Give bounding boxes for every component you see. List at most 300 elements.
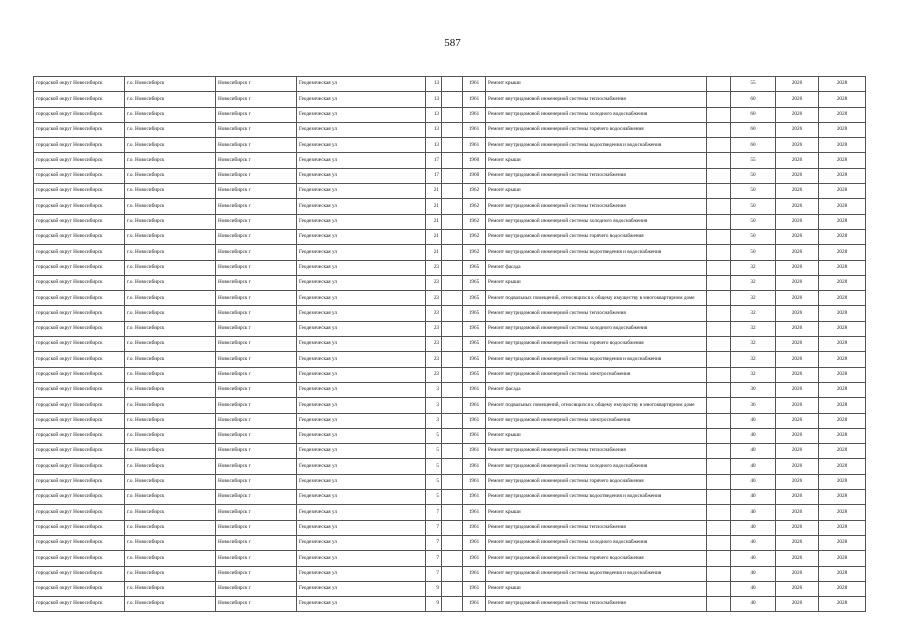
year-to-cell: 2028	[819, 92, 866, 107]
city-cell: Новосибирск г	[216, 107, 297, 122]
street-cell: Геодезическая ул	[297, 566, 426, 581]
year-cell: 1961	[463, 92, 486, 107]
house-cell: 5	[426, 428, 442, 443]
table-row	[34, 352, 866, 367]
municipality-cell: городской округ Новосибирск	[34, 321, 125, 336]
year-from-cell: 2026	[776, 382, 819, 397]
street-cell: Геодезическая ул	[297, 398, 426, 413]
municipality-cell: городской округ Новосибирск	[34, 337, 125, 352]
street-cell: Геодезическая ул	[297, 77, 426, 92]
wear-cell: 55	[731, 153, 776, 168]
work-type-cell: Ремонт подвальных помещений, относящихся к общему имуществу в многоквартирном доме	[486, 291, 707, 306]
house-cell: 13	[426, 92, 442, 107]
building-cell	[442, 490, 463, 505]
street-cell: Геодезическая ул	[297, 245, 426, 260]
building-cell	[442, 153, 463, 168]
building-cell	[442, 535, 463, 550]
house-cell: 21	[426, 214, 442, 229]
wear-cell: 40	[731, 581, 776, 596]
district-cell: г.о. Новосибирск	[125, 229, 216, 244]
street-cell: Геодезическая ул	[297, 337, 426, 352]
municipality-cell: городской округ Новосибирск	[34, 199, 125, 214]
work-type-cell: Ремонт крыши	[486, 581, 707, 596]
wear-cell: 60	[731, 122, 776, 137]
table-row	[34, 551, 866, 566]
year-from-cell: 2026	[776, 444, 819, 459]
year-to-cell: 2028	[819, 306, 866, 321]
house-cell: 21	[426, 229, 442, 244]
year-to-cell: 2028	[819, 413, 866, 428]
blank-cell	[707, 352, 731, 367]
municipality-cell: городской округ Новосибирск	[34, 520, 125, 535]
city-cell: Новосибирск г	[216, 398, 297, 413]
blank-cell	[707, 260, 731, 275]
year-from-cell: 2026	[776, 337, 819, 352]
street-cell: Геодезическая ул	[297, 306, 426, 321]
table-row	[34, 474, 866, 489]
district-cell: г.о. Новосибирск	[125, 352, 216, 367]
work-type-cell: Ремонт внутридомовой инженерной системы теплоснабжения	[486, 92, 707, 107]
year-to-cell: 2028	[819, 321, 866, 336]
year-cell: 1961	[463, 77, 486, 92]
district-cell: г.о. Новосибирск	[125, 459, 216, 474]
city-cell: Новосибирск г	[216, 490, 297, 505]
city-cell: Новосибирск г	[216, 245, 297, 260]
year-from-cell: 2026	[776, 581, 819, 596]
year-from-cell: 2026	[776, 184, 819, 199]
street-cell: Геодезическая ул	[297, 581, 426, 596]
wear-cell: 32	[731, 275, 776, 290]
district-cell: г.о. Новосибирск	[125, 337, 216, 352]
district-cell: г.о. Новосибирск	[125, 398, 216, 413]
blank-cell	[707, 566, 731, 581]
work-type-cell: Ремонт крыши	[486, 275, 707, 290]
house-cell: 17	[426, 168, 442, 183]
street-cell: Геодезическая ул	[297, 138, 426, 153]
blank-cell	[707, 321, 731, 336]
blank-cell	[707, 413, 731, 428]
city-cell: Новосибирск г	[216, 551, 297, 566]
blank-cell	[707, 459, 731, 474]
building-cell	[442, 321, 463, 336]
house-cell: 21	[426, 184, 442, 199]
building-cell	[442, 398, 463, 413]
municipality-cell: городской округ Новосибирск	[34, 566, 125, 581]
municipality-cell: городской округ Новосибирск	[34, 291, 125, 306]
year-cell: 1962	[463, 245, 486, 260]
house-cell: 7	[426, 535, 442, 550]
year-to-cell: 2028	[819, 382, 866, 397]
blank-cell	[707, 275, 731, 290]
wear-cell: 40	[731, 444, 776, 459]
building-cell	[442, 260, 463, 275]
table-row	[34, 505, 866, 520]
house-cell: 23	[426, 352, 442, 367]
district-cell: г.о. Новосибирск	[125, 214, 216, 229]
municipality-cell: городской округ Новосибирск	[34, 275, 125, 290]
year-from-cell: 2026	[776, 535, 819, 550]
wear-cell: 50	[731, 245, 776, 260]
street-cell: Геодезическая ул	[297, 229, 426, 244]
building-cell	[442, 520, 463, 535]
year-cell: 1962	[463, 199, 486, 214]
table-row	[34, 92, 866, 107]
municipality-cell: городской округ Новосибирск	[34, 306, 125, 321]
blank-cell	[707, 92, 731, 107]
table-row	[34, 520, 866, 535]
building-cell	[442, 184, 463, 199]
register-table	[33, 76, 866, 612]
blank-cell	[707, 107, 731, 122]
municipality-cell: городской округ Новосибирск	[34, 474, 125, 489]
year-from-cell: 2026	[776, 352, 819, 367]
blank-cell	[707, 581, 731, 596]
house-cell: 23	[426, 306, 442, 321]
city-cell: Новосибирск г	[216, 535, 297, 550]
city-cell: Новосибирск г	[216, 413, 297, 428]
table-row	[34, 245, 866, 260]
city-cell: Новосибирск г	[216, 367, 297, 382]
building-cell	[442, 214, 463, 229]
district-cell: г.о. Новосибирск	[125, 122, 216, 137]
street-cell: Геодезическая ул	[297, 260, 426, 275]
house-cell: 7	[426, 520, 442, 535]
year-to-cell: 2028	[819, 474, 866, 489]
building-cell	[442, 168, 463, 183]
municipality-cell: городской округ Новосибирск	[34, 153, 125, 168]
building-cell	[442, 199, 463, 214]
district-cell: г.о. Новосибирск	[125, 184, 216, 199]
year-to-cell: 2028	[819, 428, 866, 443]
year-to-cell: 2028	[819, 260, 866, 275]
year-from-cell: 2026	[776, 551, 819, 566]
year-from-cell: 2026	[776, 229, 819, 244]
blank-cell	[707, 138, 731, 153]
blank-cell	[707, 77, 731, 92]
work-type-cell: Ремонт внутридомовой инженерной системы горячего водоснабжения	[486, 229, 707, 244]
blank-cell	[707, 490, 731, 505]
blank-cell	[707, 520, 731, 535]
year-from-cell: 2026	[776, 275, 819, 290]
year-to-cell: 2028	[819, 459, 866, 474]
year-from-cell: 2026	[776, 199, 819, 214]
year-from-cell: 2026	[776, 398, 819, 413]
year-cell: 1965	[463, 367, 486, 382]
house-cell: 13	[426, 122, 442, 137]
work-type-cell: Ремонт крыши	[486, 505, 707, 520]
table-row	[34, 153, 866, 168]
district-cell: г.о. Новосибирск	[125, 597, 216, 612]
house-cell: 17	[426, 153, 442, 168]
building-cell	[442, 107, 463, 122]
work-type-cell: Ремонт крыши	[486, 77, 707, 92]
wear-cell: 40	[731, 566, 776, 581]
year-to-cell: 2028	[819, 367, 866, 382]
house-cell: 9	[426, 597, 442, 612]
street-cell: Геодезическая ул	[297, 214, 426, 229]
year-from-cell: 2026	[776, 505, 819, 520]
year-to-cell: 2028	[819, 199, 866, 214]
building-cell	[442, 352, 463, 367]
wear-cell: 50	[731, 229, 776, 244]
table-row	[34, 275, 866, 290]
work-type-cell: Ремонт внутридомовой инженерной системы теплоснабжения	[486, 520, 707, 535]
district-cell: г.о. Новосибирск	[125, 291, 216, 306]
district-cell: г.о. Новосибирск	[125, 92, 216, 107]
house-cell: 3	[426, 382, 442, 397]
district-cell: г.о. Новосибирск	[125, 321, 216, 336]
work-type-cell: Ремонт внутридомовой инженерной системы холодного водоснабжения	[486, 459, 707, 474]
street-cell: Геодезическая ул	[297, 505, 426, 520]
street-cell: Геодезическая ул	[297, 92, 426, 107]
year-cell: 1961	[463, 581, 486, 596]
district-cell: г.о. Новосибирск	[125, 566, 216, 581]
house-cell: 5	[426, 490, 442, 505]
year-from-cell: 2026	[776, 520, 819, 535]
house-cell: 23	[426, 260, 442, 275]
year-cell: 1961	[463, 551, 486, 566]
street-cell: Геодезическая ул	[297, 490, 426, 505]
year-to-cell: 2028	[819, 566, 866, 581]
work-type-cell: Ремонт внутридомовой инженерной системы водоотведения и водоснабжения	[486, 138, 707, 153]
year-from-cell: 2026	[776, 153, 819, 168]
table-row	[34, 337, 866, 352]
wear-cell: 50	[731, 199, 776, 214]
wear-cell: 32	[731, 367, 776, 382]
street-cell: Геодезическая ул	[297, 122, 426, 137]
year-to-cell: 2028	[819, 581, 866, 596]
wear-cell: 32	[731, 291, 776, 306]
work-type-cell: Ремонт крыши	[486, 428, 707, 443]
year-cell: 1965	[463, 306, 486, 321]
municipality-cell: городской округ Новосибирск	[34, 382, 125, 397]
blank-cell	[707, 184, 731, 199]
wear-cell: 36	[731, 398, 776, 413]
blank-cell	[707, 214, 731, 229]
year-cell: 1961	[463, 474, 486, 489]
wear-cell: 32	[731, 260, 776, 275]
building-cell	[442, 291, 463, 306]
year-to-cell: 2028	[819, 138, 866, 153]
work-type-cell: Ремонт внутридомовой инженерной системы холодного водоснабжения	[486, 107, 707, 122]
wear-cell: 32	[731, 306, 776, 321]
district-cell: г.о. Новосибирск	[125, 275, 216, 290]
year-cell: 1961	[463, 107, 486, 122]
year-to-cell: 2028	[819, 444, 866, 459]
street-cell: Геодезическая ул	[297, 291, 426, 306]
year-cell: 1961	[463, 505, 486, 520]
district-cell: г.о. Новосибирск	[125, 382, 216, 397]
year-cell: 1965	[463, 291, 486, 306]
municipality-cell: городской округ Новосибирск	[34, 122, 125, 137]
building-cell	[442, 367, 463, 382]
work-type-cell: Ремонт крыши	[486, 153, 707, 168]
city-cell: Новосибирск г	[216, 597, 297, 612]
district-cell: г.о. Новосибирск	[125, 153, 216, 168]
street-cell: Геодезическая ул	[297, 184, 426, 199]
building-cell	[442, 597, 463, 612]
year-cell: 1961	[463, 398, 486, 413]
year-to-cell: 2028	[819, 184, 866, 199]
year-cell: 1961	[463, 597, 486, 612]
year-to-cell: 2028	[819, 245, 866, 260]
city-cell: Новосибирск г	[216, 122, 297, 137]
city-cell: Новосибирск г	[216, 138, 297, 153]
city-cell: Новосибирск г	[216, 352, 297, 367]
work-type-cell: Ремонт внутридомовой инженерной системы водоотведения и водоснабжения	[486, 566, 707, 581]
municipality-cell: городской округ Новосибирск	[34, 444, 125, 459]
blank-cell	[707, 382, 731, 397]
street-cell: Геодезическая ул	[297, 153, 426, 168]
year-from-cell: 2026	[776, 138, 819, 153]
blank-cell	[707, 291, 731, 306]
wear-cell: 40	[731, 474, 776, 489]
blank-cell	[707, 153, 731, 168]
district-cell: г.о. Новосибирск	[125, 413, 216, 428]
year-from-cell: 2026	[776, 92, 819, 107]
work-type-cell: Ремонт внутридомовой инженерной системы электроснабжения	[486, 367, 707, 382]
table-row	[34, 214, 866, 229]
city-cell: Новосибирск г	[216, 77, 297, 92]
wear-cell: 50	[731, 168, 776, 183]
municipality-cell: городской округ Новосибирск	[34, 352, 125, 367]
municipality-cell: городской округ Новосибирск	[34, 413, 125, 428]
building-cell	[442, 551, 463, 566]
blank-cell	[707, 505, 731, 520]
municipality-cell: городской округ Новосибирск	[34, 214, 125, 229]
table-row	[34, 122, 866, 137]
wear-cell: 50	[731, 214, 776, 229]
city-cell: Новосибирск г	[216, 168, 297, 183]
year-to-cell: 2028	[819, 214, 866, 229]
year-to-cell: 2028	[819, 107, 866, 122]
year-to-cell: 2028	[819, 77, 866, 92]
table-row	[34, 306, 866, 321]
city-cell: Новосибирск г	[216, 444, 297, 459]
year-cell: 1962	[463, 229, 486, 244]
district-cell: г.о. Новосибирск	[125, 306, 216, 321]
year-from-cell: 2026	[776, 566, 819, 581]
municipality-cell: городской округ Новосибирск	[34, 581, 125, 596]
building-cell	[442, 581, 463, 596]
house-cell: 3	[426, 413, 442, 428]
wear-cell: 40	[731, 505, 776, 520]
year-to-cell: 2028	[819, 398, 866, 413]
blank-cell	[707, 597, 731, 612]
work-type-cell: Ремонт крыши	[486, 184, 707, 199]
municipality-cell: городской округ Новосибирск	[34, 92, 125, 107]
year-from-cell: 2026	[776, 168, 819, 183]
year-to-cell: 2028	[819, 505, 866, 520]
city-cell: Новосибирск г	[216, 520, 297, 535]
city-cell: Новосибирск г	[216, 260, 297, 275]
table-row	[34, 321, 866, 336]
building-cell	[442, 566, 463, 581]
table-body	[34, 77, 866, 612]
municipality-cell: городской округ Новосибирск	[34, 260, 125, 275]
street-cell: Геодезическая ул	[297, 275, 426, 290]
municipality-cell: городской округ Новосибирск	[34, 428, 125, 443]
year-from-cell: 2026	[776, 306, 819, 321]
year-from-cell: 2026	[776, 428, 819, 443]
work-type-cell: Ремонт внутридомовой инженерной системы холодного водоснабжения	[486, 535, 707, 550]
house-cell: 5	[426, 444, 442, 459]
city-cell: Новосибирск г	[216, 321, 297, 336]
wear-cell: 30	[731, 382, 776, 397]
year-cell: 1962	[463, 214, 486, 229]
building-cell	[442, 92, 463, 107]
district-cell: г.о. Новосибирск	[125, 77, 216, 92]
year-to-cell: 2028	[819, 520, 866, 535]
work-type-cell: Ремонт внутридомовой инженерной системы горячего водоснабжения	[486, 551, 707, 566]
year-from-cell: 2026	[776, 291, 819, 306]
year-to-cell: 2028	[819, 122, 866, 137]
year-cell: 1965	[463, 337, 486, 352]
street-cell: Геодезическая ул	[297, 444, 426, 459]
work-type-cell: Ремонт внутридомовой инженерной системы электроснабжения	[486, 413, 707, 428]
building-cell	[442, 138, 463, 153]
work-type-cell: Ремонт внутридомовой инженерной системы горячего водоснабжения	[486, 337, 707, 352]
year-from-cell: 2026	[776, 260, 819, 275]
table-row	[34, 413, 866, 428]
street-cell: Геодезическая ул	[297, 199, 426, 214]
municipality-cell: городской округ Новосибирск	[34, 505, 125, 520]
wear-cell: 40	[731, 520, 776, 535]
street-cell: Геодезическая ул	[297, 321, 426, 336]
district-cell: г.о. Новосибирск	[125, 138, 216, 153]
wear-cell: 40	[731, 597, 776, 612]
municipality-cell: городской округ Новосибирск	[34, 77, 125, 92]
city-cell: Новосибирск г	[216, 566, 297, 581]
work-type-cell: Ремонт внутридомовой инженерной системы водоотведения и водоснабжения	[486, 245, 707, 260]
work-type-cell: Ремонт внутридомовой инженерной системы водоотведения и водоснабжения	[486, 352, 707, 367]
wear-cell: 40	[731, 428, 776, 443]
blank-cell	[707, 229, 731, 244]
wear-cell: 32	[731, 337, 776, 352]
wear-cell: 50	[731, 184, 776, 199]
municipality-cell: городской округ Новосибирск	[34, 597, 125, 612]
year-to-cell: 2028	[819, 229, 866, 244]
building-cell	[442, 337, 463, 352]
building-cell	[442, 77, 463, 92]
house-cell: 7	[426, 566, 442, 581]
wear-cell: 60	[731, 107, 776, 122]
work-type-cell: Ремонт внутридомовой инженерной системы горячего водоснабжения	[486, 122, 707, 137]
table-row	[34, 229, 866, 244]
street-cell: Геодезическая ул	[297, 597, 426, 612]
year-from-cell: 2026	[776, 77, 819, 92]
year-cell: 1961	[463, 520, 486, 535]
district-cell: г.о. Новосибирск	[125, 535, 216, 550]
year-to-cell: 2028	[819, 168, 866, 183]
table-row	[34, 367, 866, 382]
house-cell: 23	[426, 337, 442, 352]
city-cell: Новосибирск г	[216, 505, 297, 520]
wear-cell: 40	[731, 551, 776, 566]
blank-cell	[707, 306, 731, 321]
district-cell: г.о. Новосибирск	[125, 260, 216, 275]
work-type-cell: Ремонт подвальных помещений, относящихся к общему имуществу в многоквартирном доме	[486, 398, 707, 413]
blank-cell	[707, 337, 731, 352]
year-cell: 1962	[463, 184, 486, 199]
year-to-cell: 2028	[819, 597, 866, 612]
street-cell: Геодезическая ул	[297, 352, 426, 367]
city-cell: Новосибирск г	[216, 184, 297, 199]
blank-cell	[707, 535, 731, 550]
year-cell: 1961	[463, 138, 486, 153]
year-to-cell: 2028	[819, 490, 866, 505]
wear-cell: 32	[731, 321, 776, 336]
